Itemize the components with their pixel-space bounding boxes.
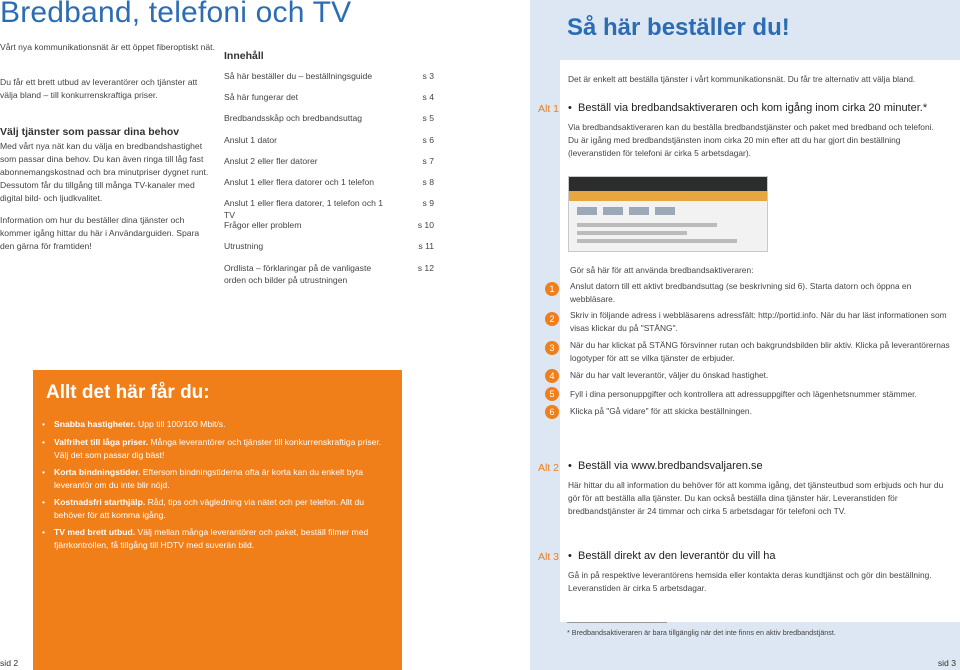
alt1-text-1: Via bredbandsaktiveraren kan du beställa bredbandstjänster och paket med bredband och telefoni.: [568, 122, 934, 132]
order-intro: Det är enkelt att beställa tjänster i vårt kommunikationsnät. Du får tre alternativ att välja bland.: [568, 74, 916, 84]
step-text: När du har valt leverantör, väljer du önskad hastighet.: [570, 370, 769, 380]
step-number: 2: [545, 312, 559, 326]
steps-heading: Gör så här för att använda bredbandsaktiveraren:: [570, 265, 754, 275]
screenshot-topbar: [569, 177, 767, 191]
alt2-heading: • Beställ via www.bredbandsvaljaren.se: [568, 460, 763, 472]
step-text: Fyll i dina personuppgifter och kontrollera att adressuppgifter och lägenhetsnummer stämmer.: [570, 389, 917, 399]
step-text: När du har klickat på STÄNG försvinner rutan och bakgrundsbilden blir aktiv. Klicka på leverantörernas logotyper för att se vilka tjänster de erbjuder.: [570, 340, 950, 363]
screenshot-line: [577, 231, 687, 235]
alt2-label: Alt 2: [538, 462, 560, 474]
alt3-text: Gå in på respektive leverantörens hemsida eller kontakta deras kundtjänst och gör din beställning. Leveranstiden är cirka 5 arbetsdagar.: [568, 570, 932, 593]
alt1-label: Alt 1: [538, 103, 560, 115]
step-number: 3: [545, 341, 559, 355]
benefits-title: Allt det här får du:: [46, 382, 210, 403]
bullet-icon: •: [42, 419, 46, 429]
step-number: 6: [545, 405, 559, 419]
info-text: Information om hur du beställer dina tjänster och kommer igång hittar du här i Användarguiden. Spara den gärna för framtiden!: [0, 215, 200, 251]
toc-item[interactable]: Så här fungerar det s 4: [224, 92, 434, 102]
page-number-right: sid 3: [937, 658, 956, 668]
footnote: * Bredbandsaktiveraren är bara tillgänglig när det inte finns en aktiv bredbandstjänst.: [567, 628, 836, 637]
toc-item[interactable]: Anslut 1 eller flera datorer, 1 telefon och 1 TV s 9: [224, 198, 434, 220]
step-text: Anslut datorn till ett aktivt bredbandsuttag (se beskrivning sid 6). Starta datorn och öppna en webbläsare.: [570, 281, 912, 304]
toc-item[interactable]: Bredbandsskåp och bredbandsuttag s 5: [224, 113, 434, 123]
alt3-heading: • Beställ direkt av den leverantör du vill ha: [568, 550, 776, 562]
provider-logo-icon: [603, 207, 623, 215]
order-title: Så här beställer du!: [567, 14, 790, 41]
provider-logo-icon: [655, 207, 675, 215]
screenshot-banner: [569, 191, 767, 201]
footnote-divider: [567, 622, 667, 623]
page-title: Bredband, telefoni och TV: [0, 0, 352, 29]
step-number: 1: [545, 282, 559, 296]
alt3-label: Alt 3: [538, 551, 560, 563]
bullet-icon: •: [42, 497, 46, 507]
choose-text: Med vårt nya nät kan du välja en bredbandshastighet som passar dina behov. Du kan även ringa till låg fast abonnemangskostnad och bra minutpriser dygnet runt. Dessutom får du tillgång till många TV-kanaler med digital bild- och ljudkvalitet.: [0, 141, 209, 203]
toc-item[interactable]: Utrustning s 11: [224, 241, 434, 251]
bullet-icon: •: [42, 527, 46, 537]
page-number-left: sid 2: [0, 658, 19, 668]
toc-item[interactable]: Frågor eller problem s 10: [224, 220, 434, 230]
list-item: • Kostnadsfri starthjälp. Råd, tips och vägledning via nätet och per telefon. Allt du behöver för att komma igång.: [42, 497, 365, 520]
step-number: 5: [545, 387, 559, 401]
step-number: 4: [545, 369, 559, 383]
screenshot-line: [577, 223, 717, 227]
bullet-icon: •: [568, 550, 572, 562]
subtitle: Vårt nya kommunikationsnät är ett öppet fiberoptiskt nät.: [0, 42, 215, 52]
toc-item[interactable]: Ordlista – förklaringar på de vanligaste orden och bilder på utrustningen s 12: [224, 263, 434, 285]
toc-item[interactable]: Anslut 2 eller fler datorer s 7: [224, 156, 434, 166]
list-item: • TV med brett utbud. Välj mellan många leverantörer och paket, beställ filmer med fjärrkontrollen, få tillgång till HDTV med suverän bild.: [42, 527, 369, 550]
list-item: • Valfrihet till låga priser. Många leverantörer och tjänster till konkurrenskraftiga priser. Välj det som passar dig bäst!: [42, 437, 382, 460]
provider-logo-icon: [629, 207, 649, 215]
list-item: • Korta bindningstider. Eftersom bindningstiderna ofta är korta kan du enkelt byta leverantör om du inte blir nöjd.: [42, 467, 364, 490]
bullet-icon: •: [568, 460, 572, 472]
toc-title: Innehåll: [224, 50, 264, 62]
screenshot-line: [577, 239, 737, 243]
alt1-heading: • Beställ via bredbandsaktiveraren och kom igång inom cirka 20 minuter.*: [568, 102, 928, 114]
step-text: Klicka på "Gå vidare" för att skicka beställningen.: [570, 406, 752, 416]
alt1-text-2: Du är igång med bredbandstjänsten inom cirka 20 min efter att du har gjort din beställning (leveranstiden för telefoni är cirka 5 arbetsdagar).: [568, 135, 901, 158]
bullet-icon: •: [42, 467, 46, 477]
bullet-icon: •: [568, 102, 572, 114]
list-item: • Snabba hastigheter. Upp till 100/100 Mbit/s.: [42, 419, 226, 429]
bullet-icon: •: [42, 437, 46, 447]
intro-text: Du får ett brett utbud av leverantörer och tjänster att välja bland – till konkurrenskraftiga priser.: [0, 77, 198, 100]
toc-item[interactable]: Anslut 1 eller flera datorer och 1 telefon s 8: [224, 177, 434, 187]
toc-item[interactable]: Så här beställer du – beställningsguide s 3: [224, 71, 434, 81]
provider-logo-icon: [577, 207, 597, 215]
step-text: Skriv in följande adress i webbläsarens adressfält: http://portid.info. När du har läst informationen som visas klickar du på "STÄNG".: [570, 310, 947, 333]
alt2-text: Här hittar du all information du behöver för att komma igång, det tjänsteutbud som erbjuds och hur du gör för att beställa alla tjänster. Du kan också beställa dina tjänster här. Leveranstiden för bredbandstjänster är 24 timmar och cirka 5 arbetsdagar för telefoni och TV.: [568, 480, 944, 516]
choose-heading: Välj tjänster som passar dina behov: [0, 126, 180, 138]
activator-screenshot: [568, 176, 768, 252]
toc-item[interactable]: Anslut 1 dator s 6: [224, 135, 434, 145]
